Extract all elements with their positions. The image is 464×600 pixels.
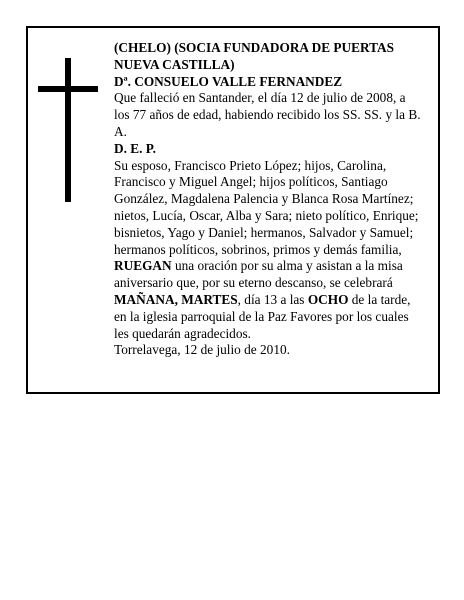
notice-header: (CHELO) (SOCIA FUNDADORA DE PUERTAS NUEVA CASTILLA): [114, 40, 395, 72]
request-paragraph: [114, 258, 424, 342]
cross-horizontal-bar: [38, 86, 98, 92]
request-lead: RUEGAN: [114, 258, 172, 274]
request-text-3: de la tarde, en la iglesia parroquial de la Paz Favores por los cuales les quedarán agradecidos.: [114, 291, 411, 341]
request-text-2: , día 13 a las: [237, 291, 308, 307]
request-text-1: una oración por su alma y asistan a la misa aniversario que, por su eterno descanso, se celebrará: [114, 258, 403, 291]
cross-vertical-bar: [65, 58, 71, 202]
dep-line: D. E. P.: [114, 140, 156, 156]
place-date: Torrelavega, 12 de julio de 2010.: [114, 342, 290, 358]
family-list: Su esposo, Francisco Prieto López; hijos, Carolina, Francisco y Miguel Angel; hijos políticos, Santiago González, Magdalena Palencia y Blanca Rosa Martínez; nietos, Lucía, Oscar, Alba y Sara; nieto político, Enrique; bisnietos, Yago y Daniel; hermanos, Salvador y Samuel; hermanos políticos, sobrinos, primos y demás familia,: [114, 157, 419, 257]
mass-time: OCHO: [307, 291, 349, 307]
death-statement: Que falleció en Santander, el día 12 de julio de 2008, a los 77 años de edad, habiendo recibido los SS. SS. y la B. A.: [114, 90, 421, 139]
notice-text: [114, 40, 424, 359]
mass-day: MAÑANA, MARTES: [114, 291, 238, 307]
deceased-name: Dª. CONSUELO VALLE FERNANDEZ: [114, 73, 343, 89]
obituary-notice: [26, 26, 440, 394]
